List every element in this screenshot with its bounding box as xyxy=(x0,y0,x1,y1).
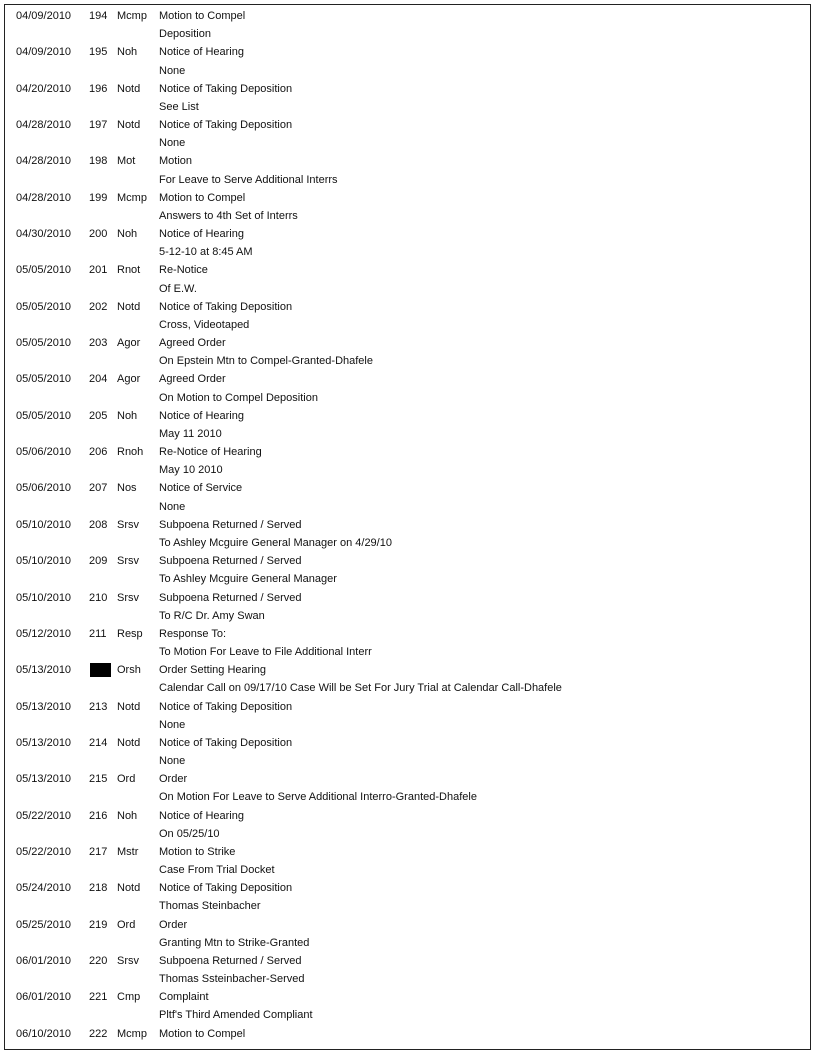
entry-number: 196 xyxy=(89,82,108,95)
entry-detail: To Motion For Leave to File Additional Interr xyxy=(159,646,372,659)
entry-code: Noh xyxy=(117,409,138,422)
entry-detail: None xyxy=(159,137,186,150)
docket-entry xyxy=(16,407,806,443)
entry-date: 04/30/2010 xyxy=(16,228,72,241)
entry-number: 215 xyxy=(89,773,108,786)
entry-number: 211 xyxy=(89,627,107,640)
entry-code: Cmp xyxy=(117,991,141,1004)
entry-detail: To Ashley Mcguire General Manager xyxy=(159,573,337,586)
entry-number: 204 xyxy=(89,373,108,386)
docket-entry xyxy=(16,261,806,297)
entry-title: Subpoena Returned / Served xyxy=(159,954,302,967)
entry-title: Notice of Taking Deposition xyxy=(159,736,293,749)
entry-title: Motion to Strike xyxy=(159,845,236,858)
entry-detail: Granting Mtn to Strike-Granted xyxy=(159,936,310,949)
entry-detail: See List xyxy=(159,100,199,113)
docket-entry xyxy=(16,770,806,806)
entry-detail: Calendar Call on 09/17/10 Case Will be Set For Jury Trial at Calendar Call-Dhafele xyxy=(159,682,562,695)
entry-number: 206 xyxy=(89,446,108,459)
entry-number: 213 xyxy=(89,700,108,713)
entry-detail: May 11 2010 xyxy=(159,427,222,440)
entry-date: 05/13/2010 xyxy=(16,736,72,749)
entry-date: 04/28/2010 xyxy=(16,191,72,204)
entry-number: 208 xyxy=(89,518,108,531)
entry-title: Subpoena Returned / Served xyxy=(159,518,302,531)
entry-detail: None xyxy=(159,718,186,731)
entry-date: 05/13/2010 xyxy=(16,773,72,786)
docket-entry xyxy=(16,807,806,843)
entry-date: 06/10/2010 xyxy=(16,1027,72,1040)
entry-title: Notice of Hearing xyxy=(159,409,244,422)
entry-number: 221 xyxy=(89,991,108,1004)
entry-date: 05/24/2010 xyxy=(16,882,72,895)
entry-title: Notice of Taking Deposition xyxy=(159,82,293,95)
docket-entry xyxy=(16,698,806,734)
entry-detail: May 10 2010 xyxy=(159,464,223,477)
docket-entry xyxy=(16,7,806,43)
entry-title: Notice of Taking Deposition xyxy=(159,300,293,313)
docket-entry xyxy=(16,734,806,770)
entry-title: Notice of Service xyxy=(159,482,243,495)
entry-title: Complaint xyxy=(159,991,209,1004)
entry-number: 201 xyxy=(89,264,108,277)
docket-entry xyxy=(16,443,806,479)
entry-number: 199 xyxy=(89,191,108,204)
entry-date: 06/01/2010 xyxy=(16,954,72,967)
docket-entry xyxy=(16,334,806,370)
entry-number: 220 xyxy=(89,954,108,967)
entry-date: 04/09/2010 xyxy=(16,46,72,59)
entry-date: 05/06/2010 xyxy=(16,446,72,459)
entry-code: Nos xyxy=(117,482,137,495)
entry-detail: On Motion to Compel Deposition xyxy=(159,391,318,404)
entry-number: 216 xyxy=(89,809,108,822)
entry-number: 205 xyxy=(89,409,108,422)
entry-date: 05/05/2010 xyxy=(16,337,72,350)
entry-code: Srsv xyxy=(117,518,139,531)
docket-entry xyxy=(16,952,806,988)
entry-title: Notice of Taking Deposition xyxy=(159,882,293,895)
docket-entry xyxy=(16,189,806,225)
docket-entry xyxy=(16,298,806,334)
entry-number: 195 xyxy=(89,46,108,59)
entry-title: Re-Notice of Hearing xyxy=(159,446,262,459)
entry-title: Motion to Compel xyxy=(159,191,246,204)
entry-date: 04/09/2010 xyxy=(16,10,72,22)
entry-code: Notd xyxy=(117,882,141,895)
entry-number: 203 xyxy=(89,337,108,350)
entry-code: Rnoh xyxy=(117,446,144,459)
docket-entry xyxy=(16,988,806,1024)
entry-detail: 5-12-10 at 8:45 AM xyxy=(159,246,253,259)
entry-code: Ord xyxy=(117,918,136,931)
entry-number: 218 xyxy=(89,882,108,895)
entry-detail: On Epstein Mtn to Compel-Granted-Dhafele xyxy=(159,355,373,368)
docket-entry xyxy=(16,516,806,552)
entry-detail: Cross, Videotaped xyxy=(159,318,250,331)
entry-code: Rnot xyxy=(117,264,141,277)
entry-title: Re-Notice xyxy=(159,264,208,277)
docket-entry xyxy=(16,843,806,879)
entry-code: Resp xyxy=(117,627,143,640)
entry-date: 05/05/2010 xyxy=(16,300,72,313)
entry-title: Response To: xyxy=(159,627,227,640)
entry-date: 05/10/2010 xyxy=(16,518,72,531)
entry-code: Noh xyxy=(117,809,138,822)
entry-date: 04/20/2010 xyxy=(16,82,72,95)
entry-detail: Pltf's Third Amended Compliant xyxy=(159,1009,313,1022)
entry-date: 05/05/2010 xyxy=(16,373,72,386)
entry-date: 05/13/2010 xyxy=(16,664,72,677)
entry-title: Subpoena Returned / Served xyxy=(159,555,302,568)
entry-code: Srsv xyxy=(117,555,139,568)
entry-detail: On 05/25/10 xyxy=(159,827,220,840)
entry-code: Agor xyxy=(117,373,141,386)
entry-code: Noh xyxy=(117,228,138,241)
entry-code: Notd xyxy=(117,300,141,313)
entry-code: Notd xyxy=(117,700,141,713)
entry-detail: None xyxy=(159,500,186,513)
entry-title: Notice of Hearing xyxy=(159,228,244,241)
entry-title: Order xyxy=(159,918,188,931)
entry-number: 207 xyxy=(89,482,108,495)
redaction-block xyxy=(90,663,111,677)
entry-date: 05/10/2010 xyxy=(16,555,72,568)
entry-title: Motion xyxy=(159,155,193,168)
entry-number: 214 xyxy=(89,736,108,749)
entry-code: Srsv xyxy=(117,954,139,967)
entry-title: Motion to Compel xyxy=(159,1027,246,1040)
entry-title: Order xyxy=(159,773,188,786)
entry-detail: Case From Trial Docket xyxy=(159,864,275,877)
entry-number: 219 xyxy=(89,918,108,931)
entry-detail: To R/C Dr. Amy Swan xyxy=(159,609,265,622)
entry-detail: To Ashley Mcguire General Manager on 4/29/10 xyxy=(159,537,392,549)
entry-number: 209 xyxy=(89,555,108,568)
entry-code: Srsv xyxy=(117,591,139,604)
entry-code: Mcmp xyxy=(117,1027,147,1040)
entry-title: Agreed Order xyxy=(159,373,226,386)
entry-detail: On Motion For Leave to Serve Additional Interro-Granted-Dhafele xyxy=(159,791,477,804)
entry-date: 05/12/2010 xyxy=(16,627,72,640)
entry-date: 04/28/2010 xyxy=(16,155,72,168)
entry-number: 194 xyxy=(89,10,108,22)
entry-title: Motion to Compel xyxy=(159,10,246,22)
entry-date: 05/05/2010 xyxy=(16,409,72,422)
docket-entry xyxy=(16,661,806,697)
entry-date: 04/28/2010 xyxy=(16,119,72,132)
docket-entry xyxy=(16,152,806,188)
entry-date: 05/06/2010 xyxy=(16,482,72,495)
docket-entry xyxy=(16,370,806,406)
entry-title: Notice of Taking Deposition xyxy=(159,119,293,132)
entry-detail: Deposition xyxy=(159,28,211,41)
entry-number: 210 xyxy=(89,591,108,604)
entry-detail: Thomas Ssteinbacher-Served xyxy=(159,973,305,986)
entry-date: 05/22/2010 xyxy=(16,809,72,822)
docket-entry xyxy=(16,116,806,152)
entry-title: Notice of Taking Deposition xyxy=(159,700,293,713)
docket-entry xyxy=(16,479,806,515)
docket-list xyxy=(16,7,806,1061)
entry-number: 202 xyxy=(89,300,108,313)
entry-code: Mcmp xyxy=(117,10,147,22)
entry-date: 05/10/2010 xyxy=(16,591,72,604)
entry-date: 05/05/2010 xyxy=(16,264,72,277)
docket-entry xyxy=(16,552,806,588)
entry-title: Agreed Order xyxy=(159,337,226,350)
entry-date: 05/22/2010 xyxy=(16,845,72,858)
entry-code: Notd xyxy=(117,119,141,132)
entry-title: Notice of Hearing xyxy=(159,46,244,59)
entry-date: 06/01/2010 xyxy=(16,991,72,1004)
entry-code: Mstr xyxy=(117,845,139,858)
docket-entry xyxy=(16,43,806,79)
entry-detail: Of E.W. xyxy=(159,282,197,295)
entry-title: Order Setting Hearing xyxy=(159,664,266,677)
docket-entry xyxy=(16,80,806,116)
entry-detail: For Leave to Serve Additional Interrs xyxy=(159,173,338,186)
entry-number: 222 xyxy=(89,1027,108,1040)
entry-code: Orsh xyxy=(117,664,141,677)
entry-title: Subpoena Returned / Served xyxy=(159,591,302,604)
docket-entry xyxy=(16,916,806,952)
docket-entry xyxy=(16,589,806,625)
entry-detail: Answers to 4th Set of Interrs xyxy=(159,209,298,222)
entry-code: Mcmp xyxy=(117,191,147,204)
entry-detail: Thomas Steinbacher xyxy=(159,900,261,913)
entry-code: Ord xyxy=(117,773,136,786)
entry-number: 198 xyxy=(89,155,108,168)
entry-date: 05/25/2010 xyxy=(16,918,72,931)
entry-code: Notd xyxy=(117,82,141,95)
entry-title: Notice of Hearing xyxy=(159,809,244,822)
entry-code: Mot xyxy=(117,155,136,168)
entry-number: 197 xyxy=(89,119,108,132)
entry-code: Notd xyxy=(117,736,141,749)
entry-date: 05/13/2010 xyxy=(16,700,72,713)
docket-entry xyxy=(16,225,806,261)
docket-entry xyxy=(16,879,806,915)
entry-detail: None xyxy=(159,64,186,77)
docket-entry xyxy=(16,625,806,661)
entry-code: Agor xyxy=(117,337,141,350)
entry-code: Noh xyxy=(117,46,138,59)
entry-number: 217 xyxy=(89,845,108,858)
entry-detail: None xyxy=(159,755,186,768)
entry-number: 200 xyxy=(89,228,108,241)
